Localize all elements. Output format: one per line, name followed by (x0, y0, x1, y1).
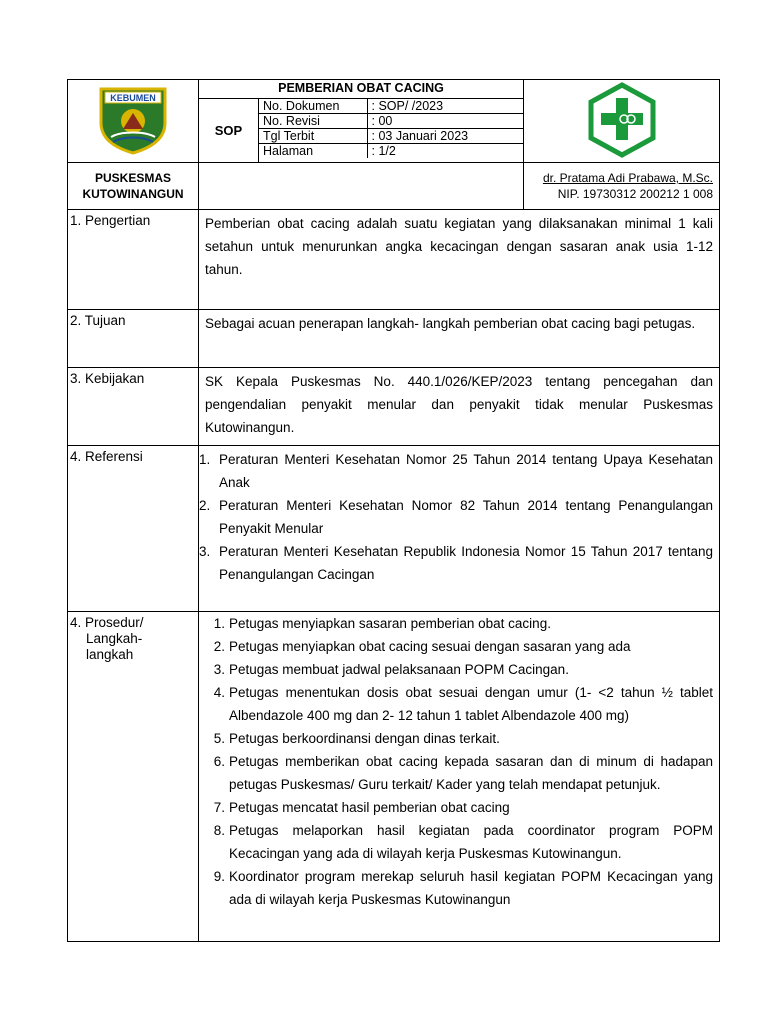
list-item (213, 612, 713, 635)
list-text: Petugas mencatat hasil pemberian obat cacing (229, 800, 510, 815)
section-label-prosedur (68, 612, 199, 942)
section-prosedur-content (199, 612, 720, 942)
list-number: 5. (213, 731, 225, 746)
list-number: 6. (213, 754, 225, 769)
meta-row-revisi (259, 114, 524, 129)
meta-row-halaman (259, 144, 524, 159)
meta-value: : 1/2 (367, 144, 524, 159)
prosedur-label-line1: 4. Prosedur/ (70, 615, 144, 630)
section-label-tujuan: 2. Tujuan (68, 310, 199, 368)
list-text: Peraturan Menteri Kesehatan Nomor 25 Tahun 2014 tentang Upaya Kesehatan Anak (219, 452, 714, 490)
meta-value: : SOP/ /2023 (367, 99, 524, 114)
list-number: 8. (213, 823, 225, 838)
meta-key: No. Dokumen (259, 99, 367, 114)
list-item (213, 819, 714, 865)
meta-value: : 00 (367, 114, 524, 129)
section-label-kebijakan: 3. Kebijakan (68, 368, 199, 446)
list-number: 1. (213, 616, 225, 631)
list-number: 7. (213, 800, 225, 815)
list-number: 4. (213, 685, 225, 700)
list-item (213, 658, 713, 681)
org-line1: PUSKESMAS (94, 171, 171, 185)
section-label-pengertian: 1. Pengertian (68, 210, 199, 310)
list-number: 1. (199, 452, 211, 467)
section-label-referensi: 4. Referensi (68, 446, 199, 612)
sop-document (67, 79, 719, 942)
signer-name: dr. Pratama Adi Prabawa, M.Sc. (542, 171, 714, 185)
meta-row-terbit (259, 129, 524, 144)
list-text: Koordinator program merekap seluruh hasil kegiatan POPM Kecacingan yang ada di wilayah kerja Puskesmas Kutowinangun (229, 869, 714, 907)
org-line2: KUTOWINANGUN (82, 187, 184, 201)
list-item (213, 750, 714, 796)
kebumen-logo-cell (68, 80, 199, 163)
list-item (213, 865, 714, 911)
list-text: Petugas membuat jadwal pelaksanaan POPM Cacingan. (229, 662, 569, 677)
puskesmas-logo-cell (524, 80, 720, 163)
list-text: Petugas berkoordinansi dengan dinas terkait. (229, 731, 500, 746)
organization-name (68, 163, 199, 210)
reference-list (199, 448, 713, 586)
list-item (213, 635, 713, 658)
document-title: PEMBERIAN OBAT CACING (199, 80, 524, 99)
list-number: 3. (199, 544, 211, 559)
list-text: Peraturan Menteri Kesehatan Nomor 82 Tahun 2014 tentang Penangulangan Penyakit Menular (219, 498, 714, 536)
list-item (213, 681, 714, 727)
list-number: 3. (213, 662, 225, 677)
sop-label: SOP (199, 99, 259, 163)
meta-key: No. Revisi (259, 114, 367, 129)
list-text: Petugas menyiapkan obat cacing sesuai dengan sasaran yang ada (229, 639, 631, 654)
list-item (199, 448, 714, 494)
meta-cell (259, 99, 524, 163)
procedure-list (203, 612, 713, 911)
list-text: Peraturan Menteri Kesehatan Republik Indonesia Nomor 15 Tahun 2017 tentang Penangulangan Cacingan (219, 544, 714, 582)
list-text: Petugas menyiapkan sasaran pemberian obat cacing. (229, 616, 551, 631)
sop-table (67, 79, 720, 942)
meta-table (259, 99, 524, 158)
signer-nip: NIP. 19730312 200212 1 008 (557, 187, 714, 201)
list-number: 2. (199, 498, 211, 513)
section-tujuan-text: Sebagai acuan penerapan langkah- langkah pemberian obat cacing bagi petugas. (199, 310, 720, 368)
meta-key: Tgl Terbit (259, 129, 367, 144)
list-number: 9. (213, 869, 225, 884)
section-kebijakan-text: SK Kepala Puskesmas No. 440.1/026/KEP/2023 tentang pencegahan dan pengendalian penyakit menular dan penyakit tidak menular Puskesmas Kutowinangun. (199, 368, 720, 446)
list-number: 2. (213, 639, 225, 654)
section-pengertian-text: Pemberian obat cacing adalah suatu kegiatan yang dilaksanakan minimal 1 kali setahun untuk menurunkan angka kecacingan dengan sasaran anak usia 1-12 tahun. (199, 210, 720, 310)
list-item (213, 796, 713, 819)
prosedur-label-line2: Langkah- (86, 631, 143, 646)
list-text: Petugas menentukan dosis obat sesuai dengan umur (1- <2 tahun ½ tablet Albendazole 400 mg dan 2- 12 tahun 1 tablet Albendazole 400 mg) (229, 685, 714, 723)
prosedur-label-line3: langkah (86, 647, 134, 662)
meta-key: Halaman (259, 144, 367, 159)
list-text: Petugas memberikan obat cacing kepada sasaran dan di minum di hadapan petugas Puskesmas/ Guru terkait/ Kader yang telah mendapat petunjuk. (229, 754, 714, 792)
meta-value: : 03 Januari 2023 (367, 129, 524, 144)
list-item (199, 494, 714, 540)
empty-cell (199, 163, 524, 210)
list-text: Petugas melaporkan hasil kegiatan pada coordinator program POPM Kecacingan yang ada di wilayah kerja Puskesmas Kutowinangun. (229, 823, 714, 861)
section-referensi-content (199, 446, 720, 612)
kebumen-shield-icon (97, 85, 169, 155)
list-item (199, 540, 714, 586)
meta-row-dokumen (259, 99, 524, 114)
signature-block (524, 163, 720, 210)
list-item (213, 727, 713, 750)
puskesmas-cross-logo-icon (587, 82, 657, 158)
svg-text:KEBUMEN: KEBUMEN (110, 92, 156, 103)
